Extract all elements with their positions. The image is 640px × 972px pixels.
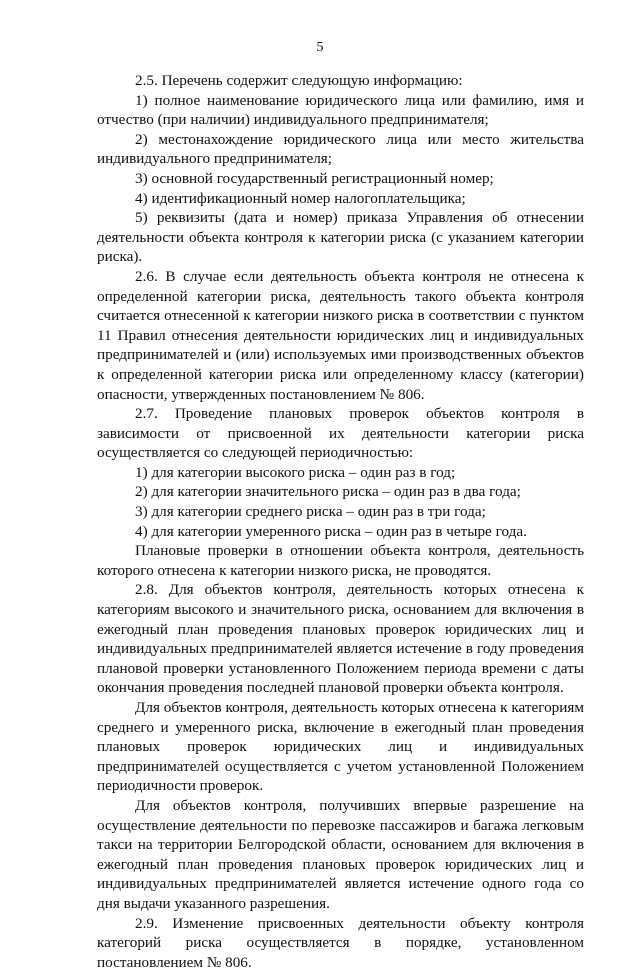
list-item-2-5-5: 5) реквизиты (дата и номер) приказа Управления об отнесении деятельности объекта контроля к категории риска (с указанием категории риска). bbox=[97, 209, 584, 266]
document-body bbox=[97, 71, 584, 972]
paragraph-low-risk: Плановые проверки в отношении объекта контроля, деятельность которого отнесена к категории низкого риска, не проводятся. bbox=[97, 542, 584, 579]
paragraph-2-7: 2.7. Проведение плановых проверок объектов контроля в зависимости от присвоенной их деятельности категории риска осуществляется со следующей периодичностью: bbox=[97, 405, 584, 462]
list-item-2-7-1: 1) для категории высокого риска – один раз в год; bbox=[135, 463, 456, 481]
paragraph-2-5: 2.5. Перечень содержит следующую информацию: bbox=[135, 72, 463, 89]
list-item-2-5-3: 3) основной государственный регистрационный номер; bbox=[135, 169, 494, 187]
list-item-2-5-1: 1) полное наименование юридического лица или фамилию, имя и отчество (при наличии) индивидуального предпринимателя; bbox=[97, 91, 584, 129]
paragraph-2-9: 2.9. Изменение присвоенных деятельности объекту контроля категорий риска осуществляется в порядке, установленном постановлением № 806. bbox=[97, 914, 584, 971]
list-item-2-5-2: 2) местонахождение юридического лица или место жительства индивидуального предпринимателя; bbox=[97, 130, 584, 168]
page-number: 5 bbox=[316, 40, 324, 55]
list-item-2-5-4: 4) идентификационный номер налогоплательщика; bbox=[135, 189, 466, 207]
paragraph-taxi-permit: Для объектов контроля, получивших впервые разрешение на осуществление деятельности по перевозке пассажиров и багажа легковым такси на территории Белгородской области, основанием для включения в ежегодный план проведения плановых проверок юридических лиц и индивидуальных предпринимателей является истечение одного года со дня выдачи указанного разрешения. bbox=[97, 796, 584, 912]
list-item-2-7-2: 2) для категории значительного риска – один раз в два года; bbox=[135, 483, 521, 501]
paragraph-2-6: 2.6. В случае если деятельность объекта контроля не отнесена к определенной категории риска, деятельность такого объекта контроля считается отнесенной к категории низкого риска в соответствии с пунктом 11 Правил отнесения деятельности юридических лиц и индивидуальных предпринимателей и (или) используемых ими производственных объектов к определенной категории риска или определенному классу (категории) опасности, утвержденных постановлением № 806. bbox=[97, 267, 584, 403]
paragraph-medium-risk: Для объектов контроля, деятельность которых отнесена к категориям среднего и умеренного риска, включение в ежегодный план проведения плановых проверок юридических лиц и индивидуальных предпринимателей осуществляется с учетом установленной Положением периодичности проверок. bbox=[97, 699, 584, 795]
paragraph-2-8: 2.8. Для объектов контроля, деятельность которых отнесена к категориям высокого и значительного риска, основанием для включения в ежегодный план проведения плановых проверок юридических лиц и индивидуальных предпринимателей является истечение в году проведения плановой проверки установленного Положением периода времени с даты окончания проведения последней плановой проверки объекта контроля. bbox=[97, 581, 584, 697]
list-item-2-7-3: 3) для категории среднего риска – один раз в три года; bbox=[135, 503, 486, 521]
list-item-2-7-4: 4) для категории умеренного риска – один раз в четыре года. bbox=[135, 522, 527, 540]
